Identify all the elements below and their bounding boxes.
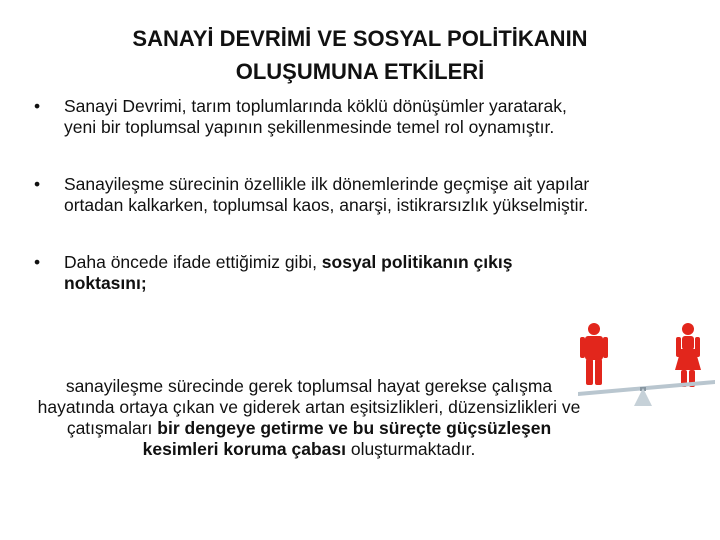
woman-figure-icon — [675, 323, 701, 387]
title-line-1: SANAYİ DEVRİMİ VE SOSYAL POLİTİKANIN — [132, 26, 588, 51]
bullet-bold-text: sosyal politikanın çıkış noktasını; — [64, 252, 513, 293]
conclusion-plain: sanayileşme sürecinde gerek toplumsal hayat gerekse çalışma hayatında ortaya çıkan ve giderek artan eşitsizlikleri, düzensizlikleri ve çatışmaları — [37, 376, 581, 438]
bullet-text: Sanayileşme sürecinin özellikle ilk dönemlerinde geçmişe ait yapılar ortadan kalkarken, toplumsal kaos, anarşi, istikrarsızlık yükselmiştir. — [64, 174, 590, 215]
man-figure-icon — [580, 323, 608, 385]
bullet-item — [34, 252, 594, 294]
bullet-item — [34, 174, 594, 216]
bullet-item — [34, 96, 594, 138]
slide-title — [60, 22, 660, 88]
conclusion-text — [34, 376, 584, 460]
balance-scale-figures-icon — [570, 320, 720, 410]
bullet-text: Daha öncede ifade ettiğimiz gibi, — [64, 252, 322, 272]
bullet-text: Sanayi Devrimi, tarım toplumlarında köklü dönüşümler yaratarak, yeni bir toplumsal yapının şekillenmesinde temel rol oynamıştır. — [64, 96, 567, 137]
title-line-2: OLUŞUMUNA ETKİLERİ — [235, 59, 485, 84]
bullet-list — [34, 96, 594, 294]
conclusion-end: oluşturmaktadır. — [345, 439, 476, 459]
conclusion-bold: bir dengeye getirme ve bu süreçte güçsüzleşen kesimleri koruma çabası — [142, 418, 552, 459]
